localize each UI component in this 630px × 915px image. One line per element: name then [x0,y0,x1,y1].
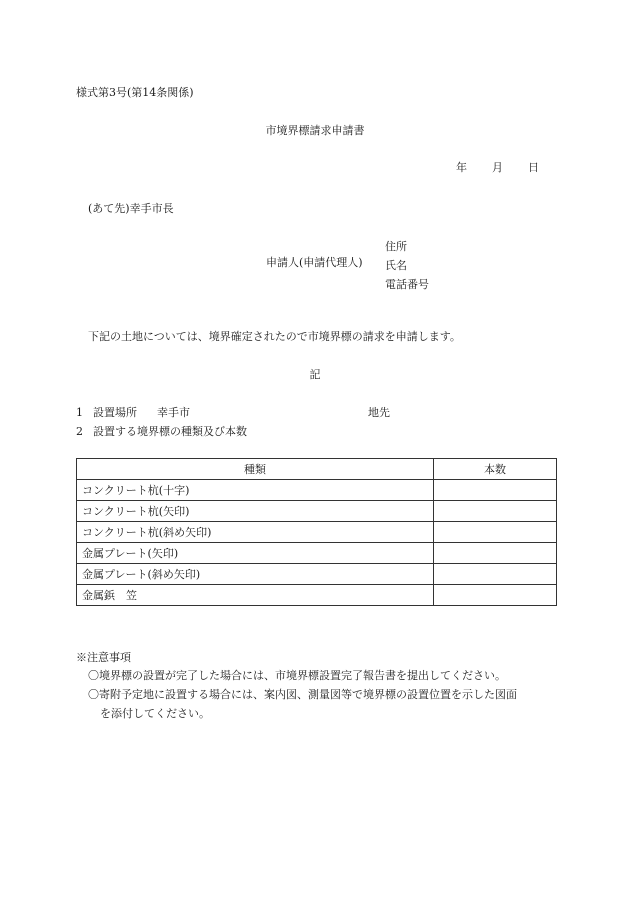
notes-title: ※注意事項 [76,651,131,664]
item1-city: 幸手市 [157,406,190,419]
item2-number: 2 [76,425,83,438]
date-line [456,162,539,173]
table-row [77,564,557,585]
row-type: 金属鋲 笠 [77,585,434,606]
name-label: 氏名 [385,259,407,272]
row-type: 金属プレート(斜め矢印) [77,564,434,585]
table-row [77,501,557,522]
header-count: 本数 [434,459,557,480]
phone-label: 電話番号 [385,278,429,291]
note-donation-land-continued: を添付してください。 [100,707,210,720]
table-row [77,585,557,606]
form-number: 様式第3号(第14条関係) [76,86,194,99]
item1-suffix: 地先 [368,406,390,419]
row-count-cell[interactable] [434,480,557,501]
request-statement: 下記の土地については、境界確定されたので市境界標の請求を申請します。 [88,330,461,343]
row-count-cell[interactable] [434,522,557,543]
note-donation-land: 〇寄附予定地に設置する場合には、案内図、測量図等で境界標の設置位置を示した図面 [88,688,517,701]
item2-label: 設置する境界標の種類及び本数 [93,425,247,438]
row-type: コンクリート杭(斜め矢印) [77,522,434,543]
row-count-cell[interactable] [434,564,557,585]
row-type: 金属プレート(矢印) [77,543,434,564]
header-type: 種類 [77,459,434,480]
row-count-cell[interactable] [434,585,557,606]
table-row [77,522,557,543]
row-type: コンクリート杭(十字) [77,480,434,501]
addressee: (あて先)幸手市長 [88,202,174,215]
applicant-fields [385,237,429,294]
document-title: 市境界標請求申請書 [265,124,365,137]
date-day: 日 [528,161,539,174]
row-count-cell[interactable] [434,501,557,522]
item-installation-location [76,407,390,418]
marker-table [76,458,557,606]
address-label: 住所 [385,240,407,253]
note-completion-report: 〇境界標の設置が完了した場合には、市境界標設置完了報告書を提出してください。 [88,669,506,682]
table-row [77,480,557,501]
ki-heading: 記 [309,368,321,381]
item1-number: 1 [76,406,83,419]
table-row [77,543,557,564]
item1-label: 設置場所 [93,406,137,419]
row-type: コンクリート杭(矢印) [77,501,434,522]
row-count-cell[interactable] [434,543,557,564]
item-marker-types [76,426,247,437]
date-month: 月 [492,161,503,174]
table-header-row [77,459,557,480]
applicant-label: 申請人(申請代理人) [266,256,363,269]
date-year: 年 [456,161,467,174]
